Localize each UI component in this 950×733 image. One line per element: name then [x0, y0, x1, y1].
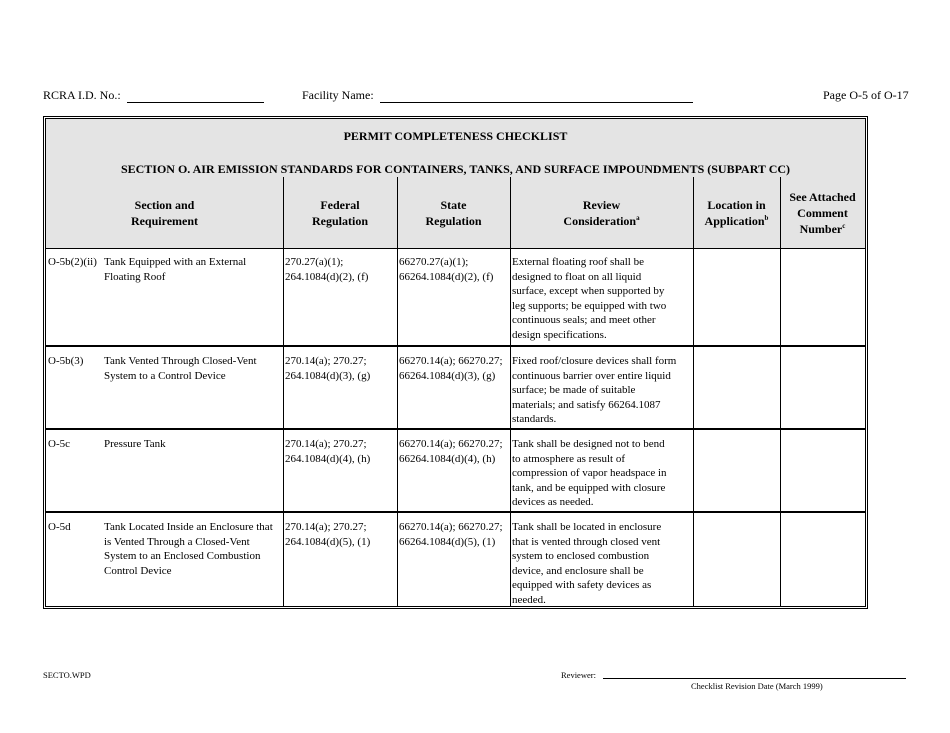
rcra-id-label: RCRA I.D. No.:: [43, 88, 121, 102]
rcra-id-blank[interactable]: [127, 91, 264, 103]
row1-comment-cell[interactable]: [781, 249, 865, 345]
rcra-id-field: [43, 88, 264, 103]
row3-state: 66270.14(a); 66270.27; 66264.1084(d)(4), (h): [399, 438, 503, 465]
row3-id: O-5c: [48, 438, 70, 450]
row1-id: O-5b(2)(ii): [48, 256, 97, 268]
checklist-table: [43, 116, 868, 609]
col-header-location: Location in Application$^b$: [693, 177, 780, 249]
row1-state: 66270.27(a)(1); 66264.1084(d)(2), (f): [399, 256, 494, 283]
page-number: Page O-5 of O-17: [823, 88, 909, 102]
facility-name-label: Facility Name:: [302, 88, 374, 102]
row4-review: Tank shall be located in enclosure that is vented through closed vent system to enclosed combustion device, and enclosure shall be equipped with safety devices as needed.: [512, 521, 662, 606]
row1-location-cell[interactable]: [694, 249, 779, 345]
revision-date: Checklist Revision Date (March 1999): [691, 681, 823, 691]
title-band: [46, 119, 865, 178]
row4-id: O-5d: [48, 521, 71, 533]
col-header-state: State Regulation: [397, 177, 510, 249]
col-header-federal: Federal Regulation: [283, 177, 397, 249]
reviewer-signature-line[interactable]: [603, 678, 906, 679]
row2-id: O-5b(3): [48, 355, 84, 367]
row1-review: External floating roof shall be designed to float on all liquid surface, except when supported by leg supports; be equipped with two continuous seals; and meet other design specifications.: [512, 256, 667, 341]
row4-comment-cell[interactable]: [781, 513, 865, 605]
row3-comment-cell[interactable]: [781, 430, 865, 511]
row1-federal: 270.27(a)(1); 264.1084(d)(2), (f): [285, 256, 369, 283]
row2-review: Fixed roof/closure devices shall form continuous barrier over entire liquid surface; be made of suitable materials; and satisfy 66264.1087 standards.: [512, 355, 677, 425]
row2-location-cell[interactable]: [694, 347, 779, 428]
row3-location-cell[interactable]: [694, 430, 779, 511]
row2-federal: 270.14(a); 270.27; 264.1084(d)(3), (g): [285, 355, 371, 382]
row2-requirement: Tank Vented Through Closed-Vent System to a Control Device: [104, 355, 257, 382]
row4-requirement: Tank Located Inside an Enclosure that is Vented Through a Closed-Vent System to an Enclosed Combustion Control Device: [104, 521, 273, 577]
file-name: SECTO.WPD: [43, 670, 91, 680]
row3-requirement: Pressure Tank: [104, 438, 166, 450]
row4-federal: 270.14(a); 270.27; 264.1084(d)(5), (1): [285, 521, 371, 548]
col-header-comment: See Attached Comment Number$^c$: [780, 177, 865, 249]
row2-state: 66270.14(a); 66270.27; 66264.1084(d)(3), (g): [399, 355, 503, 382]
col-header-section: Section and Requirement: [46, 177, 283, 249]
row3-review: Tank shall be designed not to bend to atmosphere as result of compression of vapor headspace in tank, and be equipped with closure devices as needed.: [512, 438, 667, 508]
reviewer-label: Reviewer:: [561, 670, 596, 680]
facility-name-blank[interactable]: [380, 91, 693, 103]
checklist-title: PERMIT COMPLETENESS CHECKLIST: [343, 129, 568, 143]
row2-comment-cell[interactable]: [781, 347, 865, 428]
col-header-review: Review Consideration$^a$: [510, 177, 693, 249]
row3-federal: 270.14(a); 270.27; 264.1084(d)(4), (h): [285, 438, 371, 465]
facility-name-field: [302, 88, 693, 103]
row1-requirement: Tank Equipped with an External Floating Roof: [104, 256, 247, 283]
row4-state: 66270.14(a); 66270.27; 66264.1084(d)(5), (1): [399, 521, 503, 548]
row4-location-cell[interactable]: [694, 513, 779, 605]
section-title: SECTION O. AIR EMISSION STANDARDS FOR CONTAINERS, TANKS, AND SURFACE IMPOUNDMENTS (SUBPART CC): [120, 162, 791, 176]
